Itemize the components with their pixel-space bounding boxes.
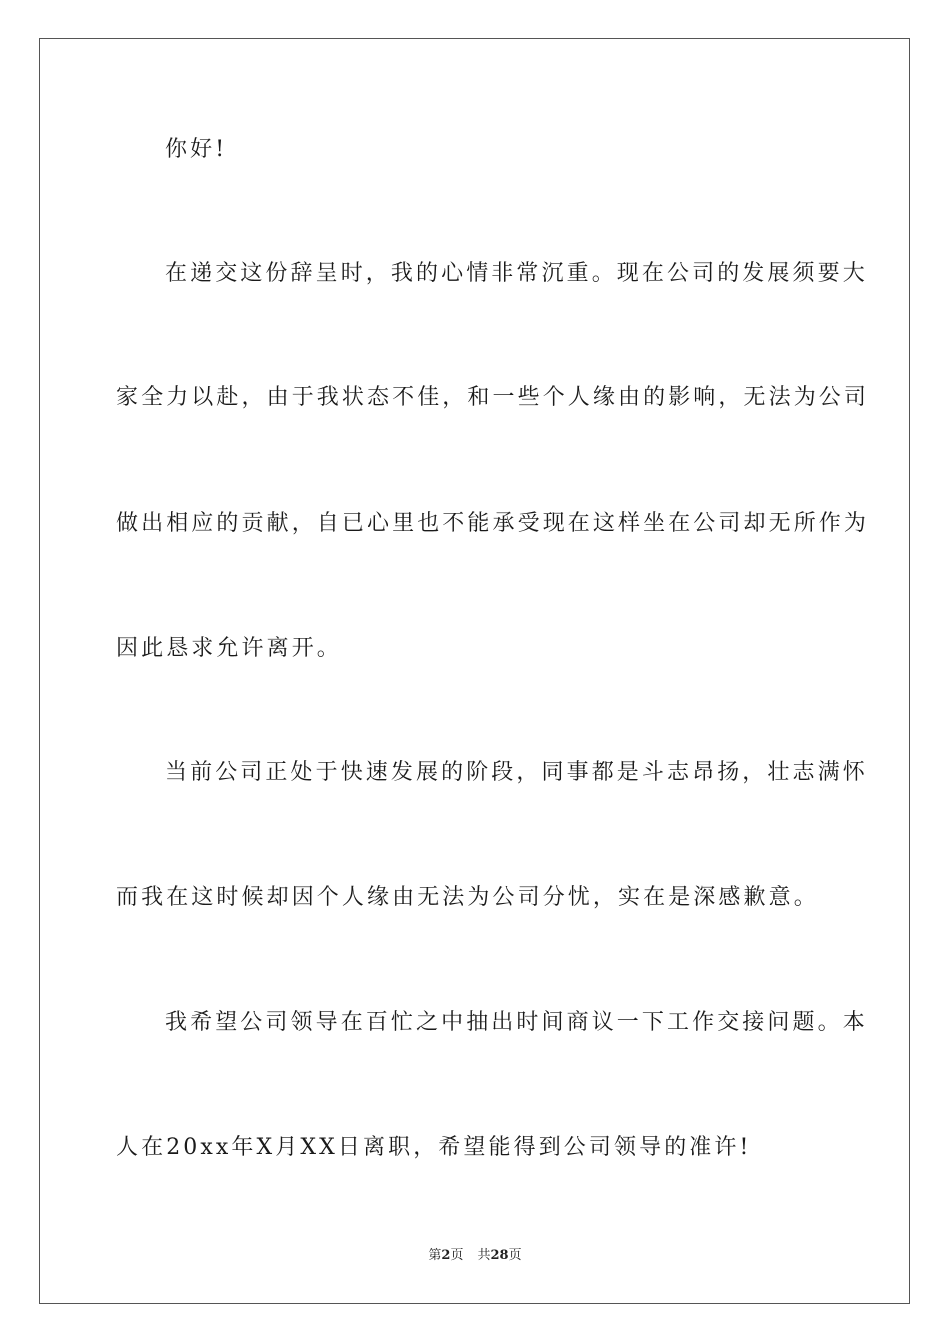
greeting-line: 你好! <box>165 137 228 162</box>
paragraph-1-line-3: 做出相应的贡献，自已心里也不能承受现在这样坐在公司却无所作为 <box>116 511 870 536</box>
page-prefix: 第 <box>428 1248 442 1263</box>
paragraph-1-line-1: 在递交这份辞呈时，我的心情非常沉重。现在公司的发展须要大 <box>165 261 868 286</box>
total-unit: 页 <box>508 1248 522 1263</box>
paragraph-3-line-1: 我希望公司领导在百忙之中抽出时间商议一下工作交接问题。本 <box>165 1010 868 1035</box>
paragraph-2-line-1: 当前公司正处于快速发展的阶段，同事都是斗志昂扬，壮志满怀 <box>165 760 868 785</box>
paragraph-2-line-2: 而我在这时候却因个人缘由无法为公司分忧，实在是深感歉意。 <box>116 885 819 910</box>
paragraph-3-line-2: 人在20xx年X月XX日离职，希望能得到公司领导的准许! <box>116 1135 752 1160</box>
total-prefix: 共 <box>477 1248 491 1263</box>
page-unit: 页 <box>450 1248 464 1263</box>
paragraph-1-line-4: 因此恳求允许离开。 <box>116 636 342 661</box>
page-border <box>39 38 910 1304</box>
current-page-number: 2 <box>441 1248 451 1263</box>
total-page-count: 28 <box>490 1248 509 1263</box>
paragraph-1-line-2: 家全力以赴，由于我状态不佳，和一些个人缘由的影响，无法为公司 <box>116 385 870 410</box>
page-footer <box>0 1246 950 1266</box>
